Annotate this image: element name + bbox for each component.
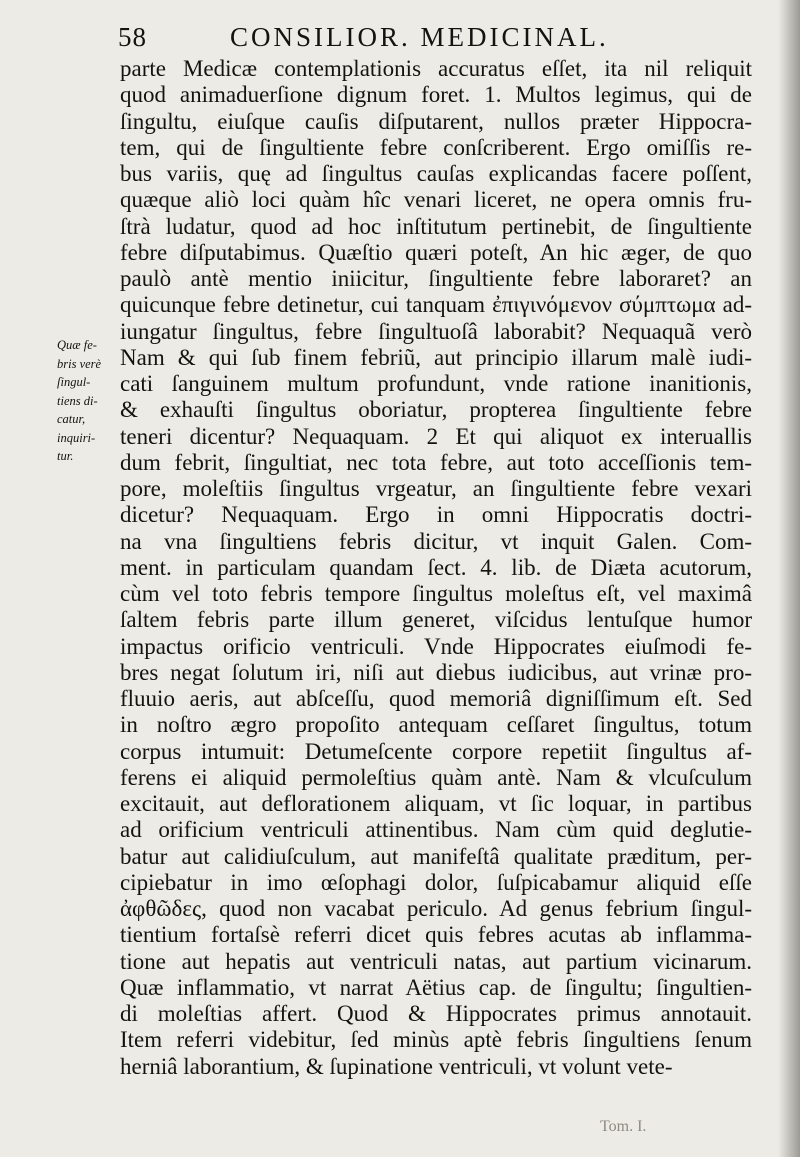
text-line: teneri dicentur? Nequaquam. 2 Et qui aliquot ex interuallis <box>120 423 752 449</box>
text-line: quicunque febre detinetur, cui tanquam ἐπιγινόμενον σύμπτωμα ad- <box>120 292 752 318</box>
text-line: fluuio aeris, aut abſceſſu, quod memoriâ digniſſimum eſt. Sed <box>120 686 752 711</box>
text-line: quæque aliò loci quàm hîc venari liceret, ne opera omnis fru- <box>120 187 752 213</box>
page-number: 58 <box>118 22 147 52</box>
text-line: excitauit, aut deflorationem aliquam, vt ſic loquar, in partibus <box>120 791 752 816</box>
running-title: CONSILIOR. MEDICINAL. <box>230 22 609 52</box>
text-line: Quæ inflammatio, vt narrat Aëtius cap. de ſingultu; ſingultien- <box>120 974 752 1000</box>
main-text-block <box>120 56 752 1080</box>
text-line: impactus orificio ventriculi. Vnde Hippocrates eiuſmodi fe- <box>120 633 752 659</box>
text-line: bus variis, quę ad ſingultus cauſas explicandas facere poſſent, <box>120 161 752 186</box>
text-line: tione aut hepatis aut ventriculi natas, aut partium vicinarum. <box>120 948 752 974</box>
marginal-note <box>57 336 121 466</box>
text-line: ment. in particulam quandam ſect. 4. lib. de Diæta acutorum, <box>120 554 752 580</box>
marginal-note-line: inquiri- <box>57 430 96 445</box>
text-line: in noſtro ægro propoſito antequam ceſſaret ſingultus, totum <box>120 712 752 738</box>
marginal-note-line: bris verè <box>57 356 102 371</box>
marginal-note-line: tur. <box>57 449 74 463</box>
text-line: cati ſanguinem multum profundunt, vnde ratione inanitionis, <box>120 371 752 396</box>
text-line: ad orificium ventriculi attinentibus. Nam cùm quid deglutie- <box>120 817 752 843</box>
marginal-note-line: ſingul- <box>57 375 91 389</box>
text-line: cipiebatur in imo œſophagi dolor, ſuſpicabamur aliquid eſſe <box>120 869 752 895</box>
text-line: di moleſtias affert. Quod & Hippocrates primus annotauit. <box>120 1001 752 1026</box>
text-line: Item referri videbitur, ſed minùs aptè febris ſingultiens ſenum <box>120 1027 752 1053</box>
text-line: & exhauſti ſingultus oboriatur, propterea ſingultiente febre <box>120 397 752 423</box>
footer-fragment: Tom. I. <box>600 1118 647 1135</box>
text-line: tientium fortaſsè referri dicet quis febres acutas ab inflamma- <box>120 922 752 948</box>
text-line: cùm vel toto febris tempore ſingultus moleſtus eſt, vel maximâ <box>120 581 752 606</box>
text-line: herniâ laborantium, & ſupinatione ventriculi, vt volunt vete- <box>120 1053 673 1079</box>
text-line: ſaltem febris parte illum generet, viſcidus lentuſque humor <box>120 607 752 633</box>
text-line: batur aut calidiuſculum, aut manifeſtâ qualitate præditum, per- <box>120 843 752 869</box>
text-line: Nam & qui ſub finem febriũ, aut principio illarum malè iudi- <box>120 344 752 370</box>
text-line: pore, moleſtiis ſingultus vrgeatur, an ſingultiente febre vexari <box>120 476 752 501</box>
text-line: ferens ei aliquid permoleſtius quàm antè. Nam & vlcuſculum <box>120 764 752 790</box>
marginal-note-line: catur, <box>57 412 86 426</box>
text-line: na vna ſingultiens febris dicitur, vt inquit Galen. Com- <box>120 528 752 554</box>
page-gutter-shadow <box>778 0 800 1157</box>
text-line: tem, qui de ſingultiente febre conſcriberent. Ergo omiſſis re- <box>120 134 752 160</box>
text-line: dum febrit, ſingultiat, nec tota febre, aut toto acceſſionis tem- <box>120 449 752 475</box>
text-line: ἀφθῶδες, quod non vacabat periculo. Ad genus febrium ſingul- <box>120 896 752 921</box>
text-line: ſingultu, eiuſque cauſis diſputarent, nullos præter Hippocra- <box>120 108 752 134</box>
text-line: ſtrà ludatur, quod ad hoc inſtitutum pertinebit, de ſingultiente <box>120 213 752 239</box>
text-line: dicetur? Nequaquam. Ergo in omni Hippocratis doctri- <box>120 502 752 528</box>
text-line: quod animaduerſione dignum foret. 1. Multos legimus, qui de <box>120 82 752 108</box>
page-header <box>118 22 678 56</box>
marginal-note-line: Quæ fe- <box>57 338 97 352</box>
text-line: iungatur ſingultus, febre ſingultuoſâ laborabit? Nequaquã verò <box>120 318 752 344</box>
text-line: parte Medicæ contemplationis accuratus eſſet, ita nil reliquit <box>120 56 752 81</box>
text-line: paulò antè mentio iniicitur, ſingultiente febre laboraret? an <box>120 266 752 291</box>
text-line: bres negat ſolutum iri, niſi aut diebus iudicibus, aut vrinæ pro- <box>120 659 752 685</box>
text-line: corpus intumuit: Detumeſcente corpore repetiit ſingultus af- <box>120 738 752 764</box>
marginal-note-line: tiens di- <box>57 393 98 408</box>
text-line: febre diſputabimus. Quæſtio quæri poteſt, An hic æger, de quo <box>120 239 752 265</box>
